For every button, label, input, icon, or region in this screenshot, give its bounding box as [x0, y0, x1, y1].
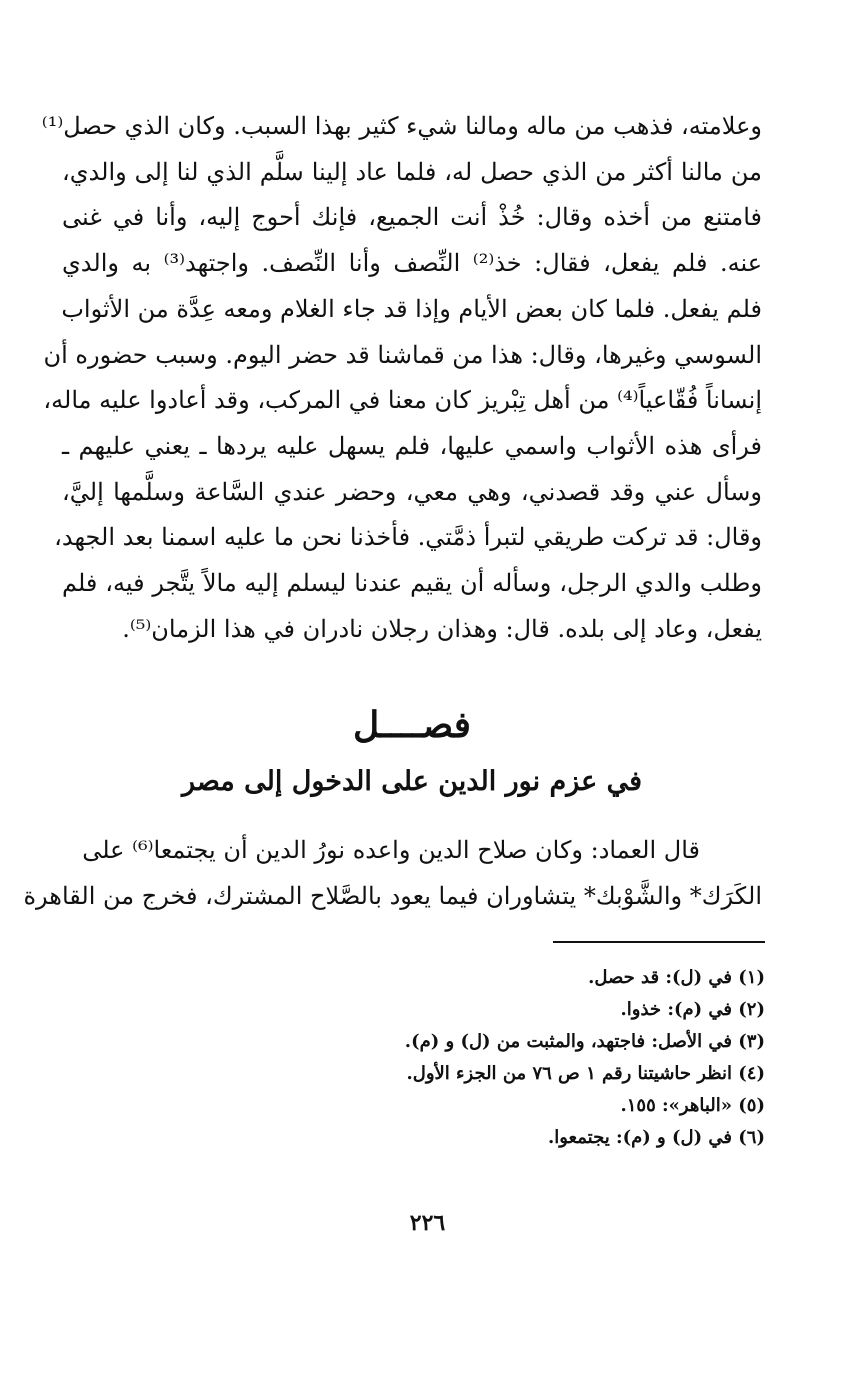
- section-heading: فصــــل: [353, 704, 471, 746]
- footnote-1: (١) في (ل): قد حصل.: [588, 967, 765, 988]
- footnotes: [265, 962, 765, 1154]
- text-line-8: فرأى هذه الأثواب واسمي عليها، فلم يسهل عليه يردها ـ يعني عليهم ـ: [62, 431, 762, 460]
- text-line-9: وسأل عني وقد قصدني، وهي معي، وحضر عندي السَّاعة وسلَّمها إليَّ،: [62, 477, 762, 506]
- text-line-5: فلم يفعل. فلما كان بعض الأيام وإذا قد جاء الغلام ومعه عِدَّة من الأثواب: [61, 294, 762, 323]
- second-paragraph: [23, 828, 762, 919]
- footnote-divider: [553, 941, 765, 943]
- footnote-4: (٤) انظر حاشيتنا رقم ١ ص ٧٦ من الجزء الأول.: [406, 1063, 765, 1084]
- footnote-5: (٥) «الباهر»: ١٥٥.: [620, 1095, 765, 1116]
- text-line-12: يفعل، وعاد إلى بلده. قال: وهذان رجلان نادران في هذا الزمان⁽⁵⁾.: [122, 614, 762, 643]
- text-line-11: وطلب والدي الرجل، وسأله أن يقيم عندنا ليسلم إليه مالاً يتَّجر فيه، فلم: [62, 569, 762, 598]
- main-paragraph: [41, 104, 763, 652]
- section-subheading: في عزم نور الدين على الدخول إلى مصر: [181, 766, 643, 797]
- text-line-7: إنساناً فُقّاعياً⁽⁴⁾ من أهل تِبْريز كان معنا في المركب، وقد أعادوا عليه ماله،: [43, 386, 762, 415]
- text-line-4: عنه. فلم يفعل، فقال: خذ⁽²⁾ النِّصف وأنا النِّصف. واجتهد⁽³⁾ به والدي: [62, 249, 763, 278]
- text-line-14: الكَرَك* والشَّوْبك* يتشاوران فيما يعود بالصَّلاح المشترك، فخرج من القاهرة: [23, 881, 762, 910]
- text-line-6: السوسي وغيرها، وقال: هذا من قماشنا قد حضر اليوم. وسبب حضوره أن: [43, 340, 762, 369]
- text-line-3: فامتنع من أخذه وقال: خُذْ أنت الجميع، فإنك أحوج إليه، وأنا في غنى: [62, 203, 762, 232]
- text-line-2: من مالنا أكثر من الذي حصل له، فلما عاد إلينا سلَّم الذي لنا إلى والدي،: [62, 157, 762, 186]
- text-line-1: وعلامته، فذهب من ماله ومالنا شيء كثير بهذا السبب. وكان الذي حصل⁽¹⁾: [41, 112, 762, 140]
- page-number: ٢٢٦: [409, 1210, 446, 1236]
- text-line-10: وقال: قد تركت طريقي لتبرأ ذمَّتي. فأخذنا نحن ما عليه اسمنا بعد الجهد،: [54, 523, 762, 552]
- footnote-3: (٣) في الأصل: فاجتهد، والمثبت من (ل) و (م).: [404, 1031, 765, 1052]
- footnote-6: (٦) في (ل) و (م): يجتمعوا.: [547, 1127, 765, 1148]
- footnote-2: (٢) في (م): خذوا.: [620, 999, 765, 1020]
- text-line-13: قال العماد: وكان صلاح الدين واعده نورُ الدين أن يجتمعا⁽⁶⁾ على: [82, 836, 700, 864]
